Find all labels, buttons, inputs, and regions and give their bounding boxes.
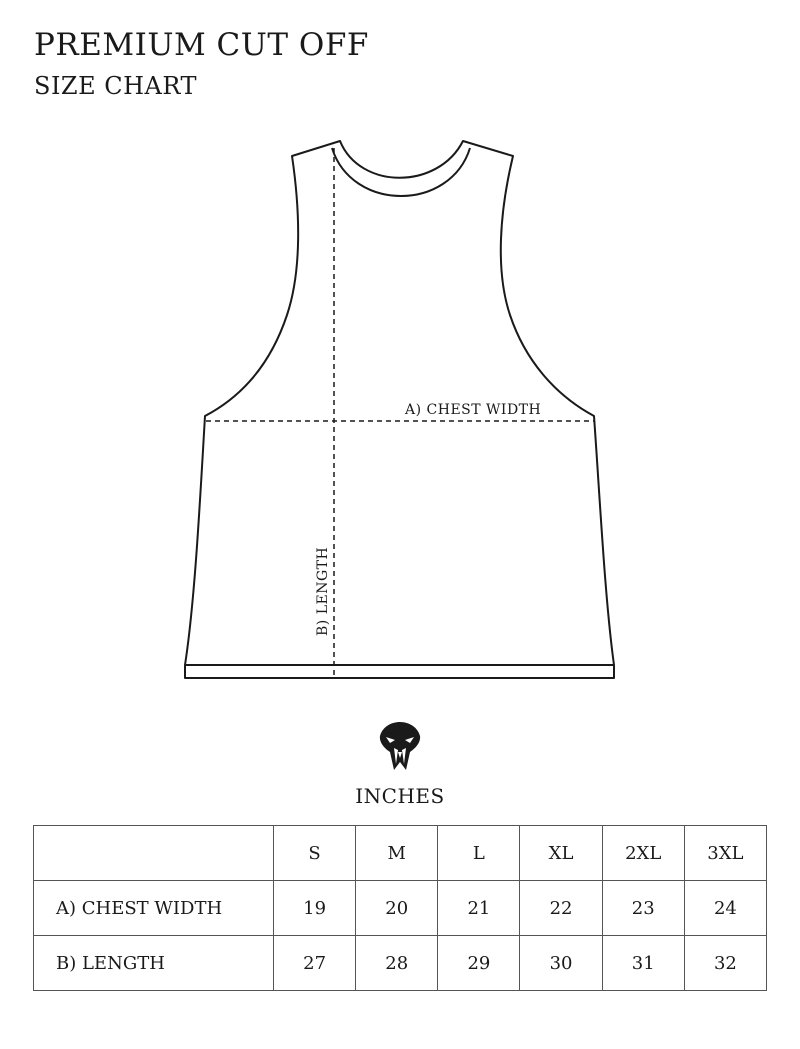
size-header: S	[274, 826, 356, 881]
page-title: PREMIUM CUT OFF	[34, 27, 369, 63]
units-label: INCHES	[355, 784, 445, 808]
table-cell: 21	[438, 881, 520, 936]
table-cell: 24	[684, 881, 766, 936]
snake-head-icon	[376, 718, 424, 774]
table-cell: 28	[356, 936, 438, 991]
size-header: 3XL	[684, 826, 766, 881]
table-corner-cell	[34, 826, 274, 881]
size-header: 2XL	[602, 826, 684, 881]
length-label: B) LENGTH	[315, 546, 331, 636]
table-cell: 27	[274, 936, 356, 991]
size-header: M	[356, 826, 438, 881]
table-cell: 22	[520, 881, 602, 936]
size-header: XL	[520, 826, 602, 881]
table-cell: 31	[602, 936, 684, 991]
table-cell: 29	[438, 936, 520, 991]
size-header: L	[438, 826, 520, 881]
table-header-row	[34, 826, 767, 881]
table-cell: 20	[356, 881, 438, 936]
garment-outline	[185, 141, 614, 678]
table-cell: 32	[684, 936, 766, 991]
table-cell: 19	[274, 881, 356, 936]
row-label-chest-width: A) CHEST WIDTH	[34, 881, 274, 936]
table-row	[34, 881, 767, 936]
page-subtitle: SIZE CHART	[34, 72, 198, 100]
chest-width-label: A) CHEST WIDTH	[405, 402, 542, 418]
row-label-length: B) LENGTH	[34, 936, 274, 991]
size-chart-table	[33, 825, 767, 991]
neckline-rib	[332, 148, 470, 196]
table-cell: 30	[520, 936, 602, 991]
table-cell: 23	[602, 881, 684, 936]
table-row	[34, 936, 767, 991]
